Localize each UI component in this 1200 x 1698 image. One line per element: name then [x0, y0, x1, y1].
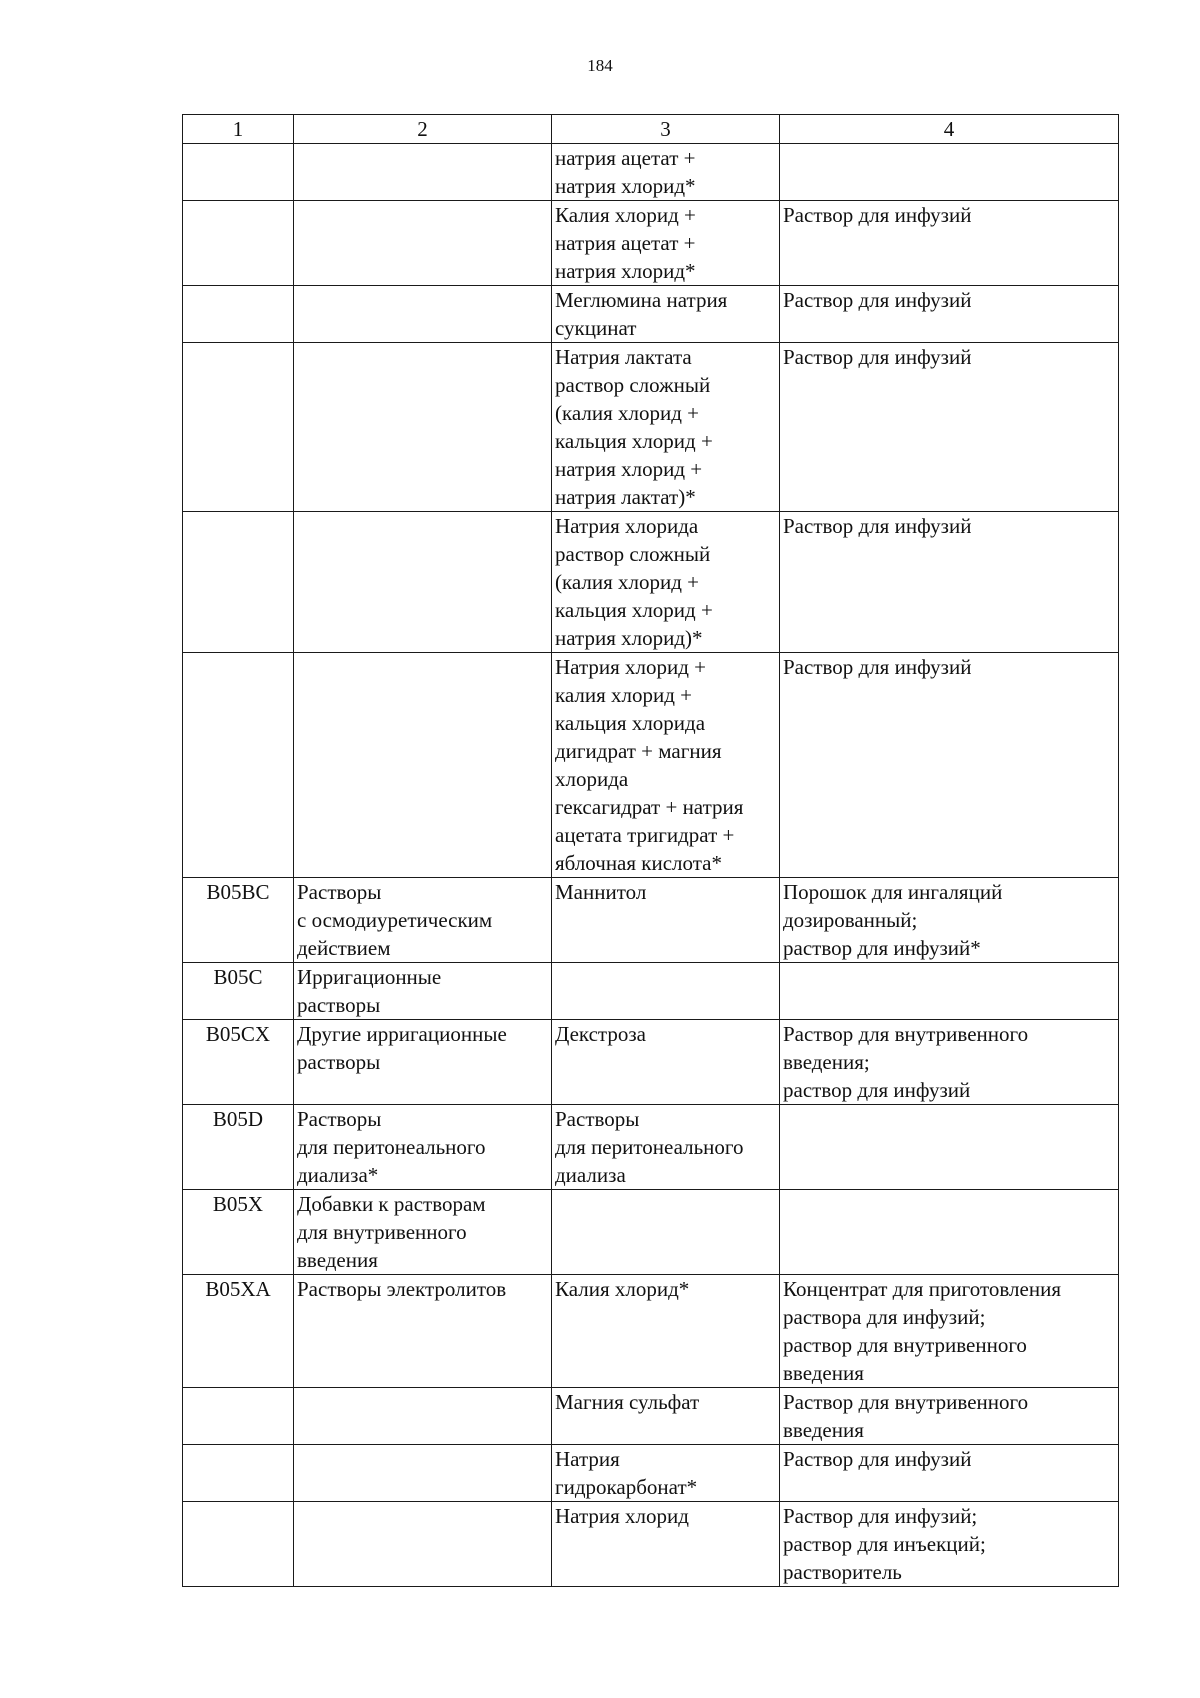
- group-cell: [294, 1502, 552, 1587]
- atc-code-cell: B05CX: [183, 1020, 294, 1105]
- drug-cell: Натрия хлорида раствор сложный (калия хлорид + кальция хлорид + натрия хлорид)*: [552, 512, 780, 653]
- table-row: [183, 343, 1119, 512]
- drug-cell: Калия хлорид + натрия ацетат + натрия хлорид*: [552, 201, 780, 286]
- atc-code-cell: [183, 512, 294, 653]
- header-row: [183, 115, 1119, 144]
- table-row: [183, 1105, 1119, 1190]
- atc-code-cell: [183, 1388, 294, 1445]
- atc-code-cell: [183, 1445, 294, 1502]
- drug-cell: натрия ацетат + натрия хлорид*: [552, 144, 780, 201]
- table-row: [183, 286, 1119, 343]
- group-cell: [294, 286, 552, 343]
- group-cell: [294, 653, 552, 878]
- drug-cell: Натрия гидрокарбонат*: [552, 1445, 780, 1502]
- drug-cell: Натрия хлорид + калия хлорид + кальция хлорида дигидрат + магния хлорида гексагидрат + натрия ацетата тригидрат + яблочная кислота*: [552, 653, 780, 878]
- dosage-form-cell: Раствор для инфузий: [780, 512, 1119, 653]
- dosage-form-cell: Раствор для инфузий: [780, 653, 1119, 878]
- dosage-form-cell: Раствор для инфузий: [780, 286, 1119, 343]
- drug-cell: Декстроза: [552, 1020, 780, 1105]
- atc-code-cell: [183, 343, 294, 512]
- group-cell: Растворы с осмодиуретическим действием: [294, 878, 552, 963]
- drug-cell: Натрия хлорид: [552, 1502, 780, 1587]
- dosage-form-cell: [780, 1105, 1119, 1190]
- table-row: [183, 1275, 1119, 1388]
- dosage-form-cell: [780, 963, 1119, 1020]
- atc-code-cell: B05D: [183, 1105, 294, 1190]
- group-cell: Добавки к растворам для внутривенного введения: [294, 1190, 552, 1275]
- group-cell: [294, 343, 552, 512]
- table-row: [183, 201, 1119, 286]
- group-cell: [294, 1445, 552, 1502]
- table-row: [183, 144, 1119, 201]
- atc-code-cell: B05X: [183, 1190, 294, 1275]
- dosage-form-cell: [780, 144, 1119, 201]
- dosage-form-cell: Порошок для ингаляций дозированный; раствор для инфузий*: [780, 878, 1119, 963]
- dosage-form-cell: Раствор для инфузий: [780, 1445, 1119, 1502]
- group-cell: Растворы электролитов: [294, 1275, 552, 1388]
- group-cell: [294, 1388, 552, 1445]
- atc-code-cell: B05BC: [183, 878, 294, 963]
- group-cell: Другие ирригационные растворы: [294, 1020, 552, 1105]
- atc-code-cell: B05XA: [183, 1275, 294, 1388]
- table-row: [183, 512, 1119, 653]
- drug-cell: Меглюмина натрия сукцинат: [552, 286, 780, 343]
- table-row: [183, 1020, 1119, 1105]
- dosage-form-cell: Раствор для инфузий; раствор для инъекций; растворитель: [780, 1502, 1119, 1587]
- drug-cell: Маннитол: [552, 878, 780, 963]
- atc-code-cell: B05C: [183, 963, 294, 1020]
- table-row: [183, 1388, 1119, 1445]
- dosage-form-cell: Раствор для инфузий: [780, 201, 1119, 286]
- atc-code-cell: [183, 653, 294, 878]
- page-number: 184: [587, 56, 613, 75]
- header-col-1: 1: [183, 115, 294, 144]
- header-col-3: 3: [552, 115, 780, 144]
- drug-cell: Магния сульфат: [552, 1388, 780, 1445]
- dosage-form-cell: Концентрат для приготовления раствора для инфузий; раствор для внутривенного введения: [780, 1275, 1119, 1388]
- atc-code-cell: [183, 1502, 294, 1587]
- atc-code-cell: [183, 286, 294, 343]
- dosage-form-cell: Раствор для внутривенного введения; раствор для инфузий: [780, 1020, 1119, 1105]
- header-col-2: 2: [294, 115, 552, 144]
- table-row: [183, 963, 1119, 1020]
- dosage-form-cell: [780, 1190, 1119, 1275]
- table-row: [183, 1190, 1119, 1275]
- atc-code-cell: [183, 201, 294, 286]
- drug-cell: Калия хлорид*: [552, 1275, 780, 1388]
- table-row: [183, 1502, 1119, 1587]
- atc-code-cell: [183, 144, 294, 201]
- group-cell: Ирригационные растворы: [294, 963, 552, 1020]
- group-cell: Растворы для перитонеального диализа*: [294, 1105, 552, 1190]
- dosage-form-cell: Раствор для внутривенного введения: [780, 1388, 1119, 1445]
- group-cell: [294, 144, 552, 201]
- table-row: [183, 653, 1119, 878]
- dosage-form-cell: Раствор для инфузий: [780, 343, 1119, 512]
- drug-cell: [552, 1190, 780, 1275]
- group-cell: [294, 201, 552, 286]
- drug-table: [182, 114, 1119, 1587]
- drug-cell: [552, 963, 780, 1020]
- drug-cell: Растворы для перитонеального диализа: [552, 1105, 780, 1190]
- header-col-4: 4: [780, 115, 1119, 144]
- drug-cell: Натрия лактата раствор сложный (калия хлорид + кальция хлорид + натрия хлорид + натрия лактат)*: [552, 343, 780, 512]
- group-cell: [294, 512, 552, 653]
- table-row: [183, 1445, 1119, 1502]
- table-row: [183, 878, 1119, 963]
